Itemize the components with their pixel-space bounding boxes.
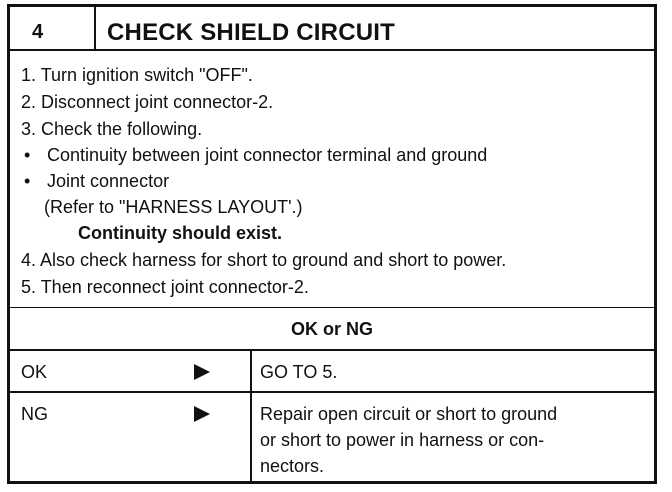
header-column-divider: [94, 7, 96, 49]
step-title: CHECK SHIELD CIRCUIT: [107, 19, 396, 46]
ng-arrow-icon: [194, 406, 210, 422]
instruction-step-5: 5. Then reconnect joint connector-2.: [21, 277, 309, 297]
refer-note: (Refer to "HARNESS LAYOUT'.): [44, 197, 303, 217]
ng-action-line-1: Repair open circuit or short to ground: [260, 404, 558, 424]
instruction-step-4: 4. Also check harness for short to ground and short to power.: [21, 250, 507, 270]
result-column-divider: [250, 349, 252, 481]
instruction-bullet-2: Joint connector: [47, 171, 170, 191]
instructions-divider: [10, 307, 654, 308]
bullet-dot: •: [24, 171, 31, 191]
expected-result: Continuity should exist.: [78, 223, 283, 243]
ok-label: OK: [21, 362, 48, 382]
instruction-step-1: 1. Turn ignition switch "OFF".: [21, 65, 253, 85]
result-heading: OK or NG: [290, 319, 373, 339]
result-heading-divider: [10, 349, 654, 351]
instruction-step-2: 2. Disconnect joint connector-2.: [21, 92, 274, 112]
instruction-bullet-1: Continuity between joint connector terminal and ground: [47, 145, 488, 165]
ok-row-divider: [10, 391, 654, 393]
ng-label: NG: [21, 404, 48, 424]
check-procedure-table: [7, 4, 657, 484]
ng-action-line-2: or short to power in harness or con-: [260, 430, 545, 450]
ok-action: GO TO 5.: [260, 362, 338, 382]
step-number: 4: [32, 21, 44, 43]
instruction-step-3: 3. Check the following.: [21, 119, 203, 139]
bullet-dot: •: [24, 145, 31, 165]
ng-action-line-3: nectors.: [260, 456, 325, 476]
header-divider: [10, 49, 654, 51]
ok-arrow-icon: [194, 364, 210, 380]
